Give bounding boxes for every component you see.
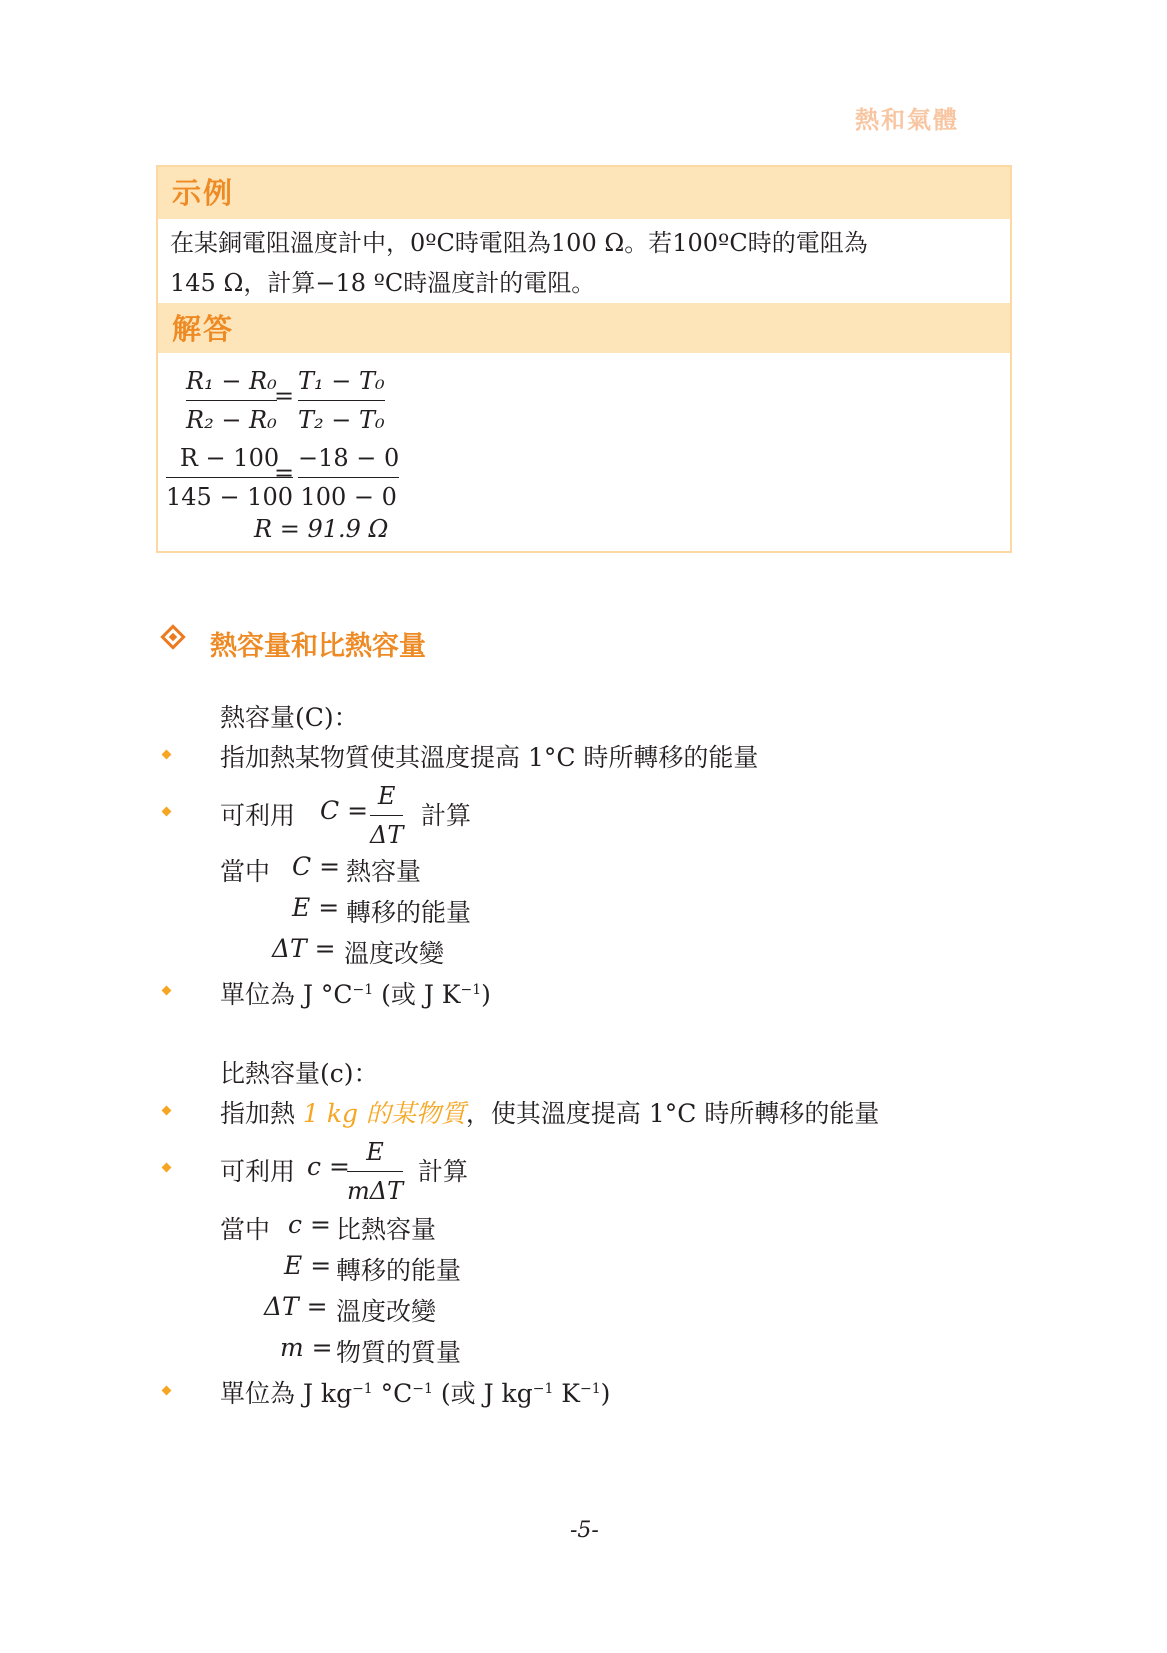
specific-heat-unit: 單位為 J $kg^{-1}$ $^\circ C^{-1}$ (或 J $kg^{-1}$ $K^{-1}$) [220,1379,611,1408]
specific-heat-def2-symbol: E = [284,1251,332,1280]
eq2-right-fraction [298,439,399,516]
specific-heat-formula-lhs: c = [307,1152,350,1181]
answer-header [158,303,1010,353]
bullet-icon [162,1106,172,1116]
specific-heat-formula-prefix: 可利用 [220,1157,296,1186]
diamond-icon [160,624,185,649]
heat-capacity-formula-suffix: 計算 [421,801,472,830]
heat-capacity-def3-text: 溫度改變 [344,939,445,968]
specific-heat-heading: 比熱容量(c)： [220,1059,379,1088]
heat-capacity-formula-prefix: 可利用 [220,801,296,830]
specific-heat-def4-symbol: m = [280,1333,333,1362]
section-title: 熱容量和比熱容量 [210,631,426,662]
heat-capacity-numerator: E [377,782,396,810]
specific-heat-denominator: mΔT [347,1177,404,1205]
specific-heat-formula-suffix: 計算 [418,1157,469,1186]
eq1-right-numerator: T₁ − T₀ [298,367,385,395]
specific-heat-def3-text: 溫度改變 [336,1297,437,1326]
specific-heat-where-label: 當中 [220,1215,271,1244]
chapter-title: 熱和氣體 [855,106,959,134]
heat-capacity-fraction [370,777,403,854]
question-line-2: 145 Ω，計算−18 ºC時溫度計的電阻。 [170,269,596,297]
eq1-left-denominator: R₂ − R₀ [186,406,277,434]
eq2-right-numerator: −18 − 0 [298,444,400,472]
heat-capacity-def1-text: 熱容量 [346,857,422,886]
eq2-left-numerator: R − 100 [179,444,280,472]
heat-capacity-heading: 熱容量(C)： [220,703,359,732]
answer-title: 解答 [172,312,235,346]
bullet-icon [162,807,172,817]
heat-capacity-def2-text: 轉移的能量 [346,898,472,927]
eq1-right-denominator: T₂ − T₀ [298,406,385,434]
specific-heat-def4-text: 物質的質量 [336,1338,462,1367]
heat-capacity-def3-symbol: ΔT = [272,934,336,963]
bullet-icon [162,750,172,760]
eq1-left-numerator: R₁ − R₀ [186,367,277,395]
eq2-left-denominator: 145 − 100 [166,483,293,511]
specific-heat-def2-text: 轉移的能量 [336,1256,462,1285]
specific-heat-highlight: 1 kg 的某物質 [302,1099,466,1128]
heat-capacity-formula-lhs: C = [320,796,369,825]
eq1-left-fraction [186,362,277,439]
question-line-1: 在某銅電阻溫度計中，0ºC時電阻為100 Ω。若100ºC時的電阻為 [170,229,868,257]
example-header [158,167,1010,219]
example-box [156,165,1012,553]
specific-heat-fraction [347,1133,403,1210]
specific-heat-numerator: E [366,1138,384,1166]
heat-capacity-def1-symbol: C = [292,852,341,881]
result: R = 91.9 Ω [254,515,389,543]
heat-capacity-definition: 指加熱某物質使其溫度提高 1°C 時所轉移的能量 [220,743,759,772]
eq1-right-fraction [298,362,385,439]
specific-heat-def1-text: 比熱容量 [336,1215,437,1244]
bullet-icon [162,986,172,996]
heat-capacity-denominator: ΔT [370,821,404,849]
bullet-icon [162,1386,172,1396]
eq2-right-denominator: 100 − 0 [300,483,397,511]
example-title: 示例 [172,176,235,210]
heat-capacity-where-label: 當中 [220,857,271,886]
eq1-equals: = [274,382,295,410]
specific-heat-definition: 指加熱 1 kg 的某物質，使其溫度提高 1°C 時所轉移的能量 [220,1099,880,1128]
specific-heat-def1-symbol: c = [288,1210,331,1239]
bullet-icon [162,1163,172,1173]
specific-heat-def3-symbol: ΔT = [264,1292,328,1321]
eq2-equals: = [274,459,295,487]
page-number: -5- [570,1518,599,1543]
heat-capacity-def2-symbol: E = [292,893,340,922]
heat-capacity-unit: 單位為 J $^\circ C^{-1}$ (或 J $K^{-1}$) [220,980,491,1009]
